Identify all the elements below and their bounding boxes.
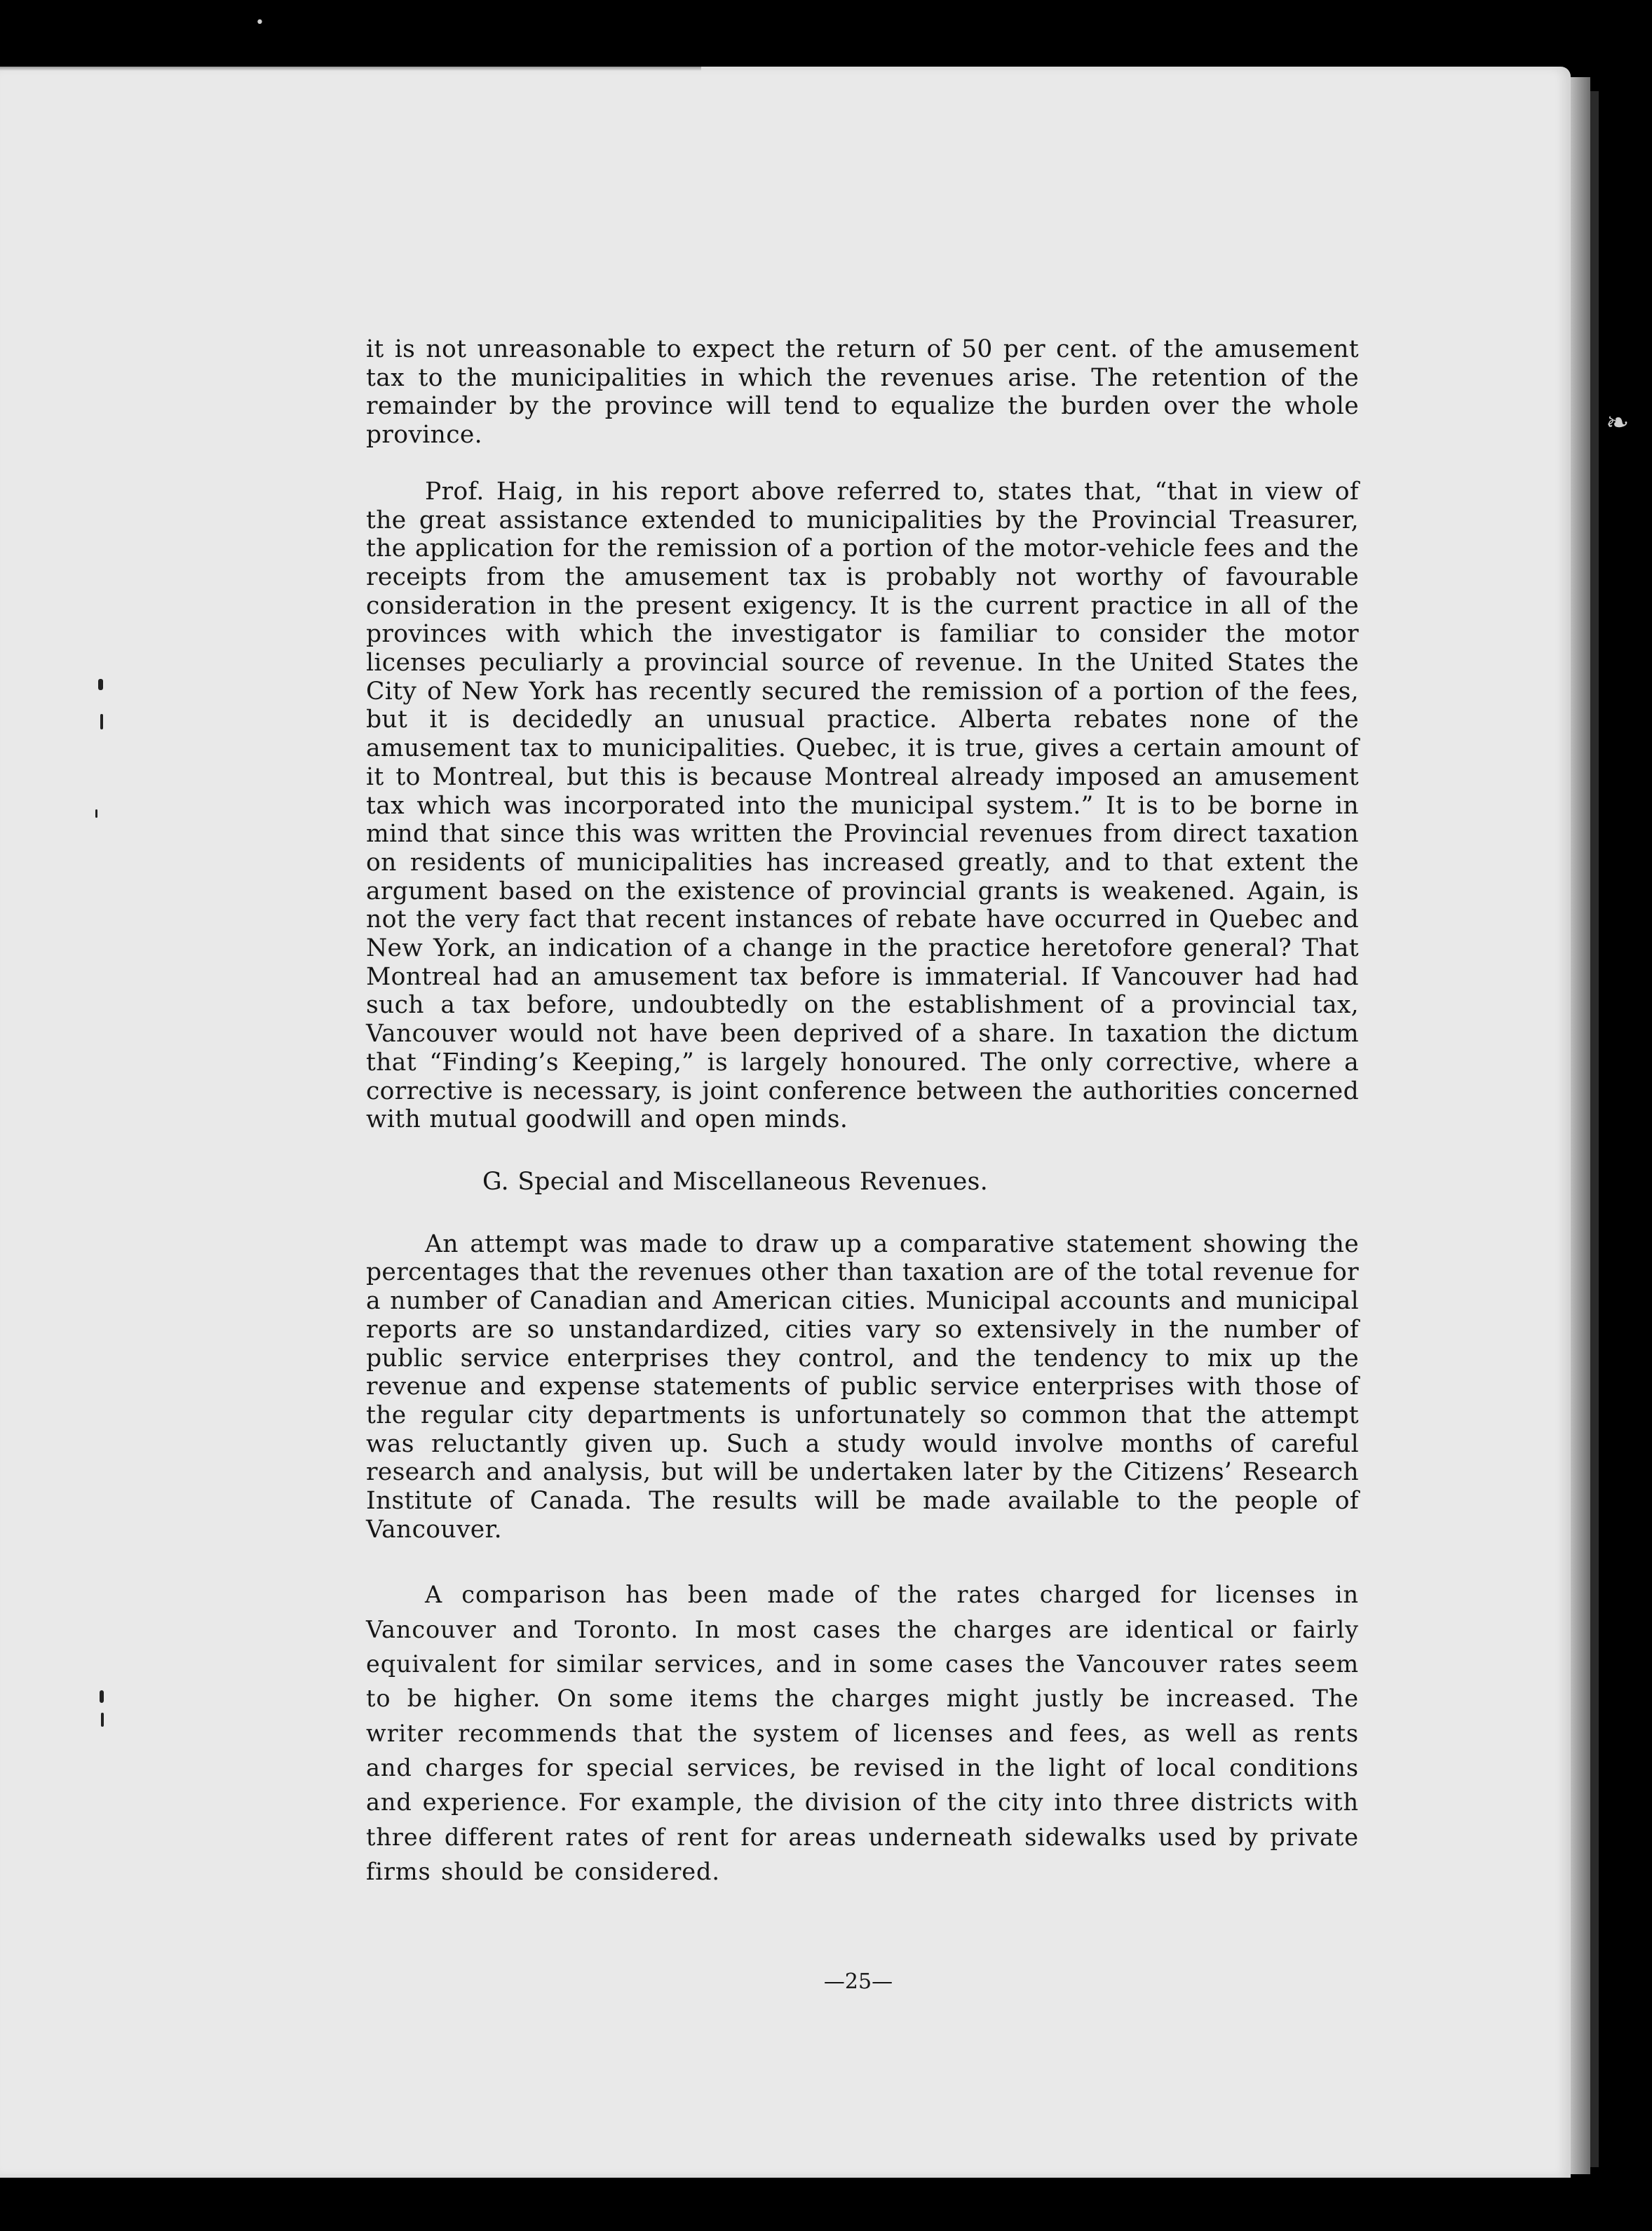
scan-mark: ❧ bbox=[1606, 407, 1630, 439]
page-top-edge bbox=[0, 67, 701, 71]
section-heading: G. Special and Miscellaneous Revenues. bbox=[482, 1167, 989, 1196]
paragraph-3: An attempt was made to draw up a comparative statement showing the percentages that the revenues other than taxation are of the total revenue for a number of Canadian and American cities. Municipal accounts and municipal reports are so unstandardized, cities vary so extensively in the number of public service enterprises they control, and the tendency to mix up the revenue and expense statements of public service enterprises with those of the regular city departments is unfortunately so common that the attempt was reluctantly given up. Such a study would involve months of careful research and analysis, but will be undertaken later by the Citizens’ Research Institute of Canada. The results will be made available to the people of Vancouver. bbox=[366, 1229, 1359, 1544]
scan-mark: • bbox=[255, 14, 264, 32]
scan-speck bbox=[95, 809, 97, 818]
scan-speck bbox=[98, 679, 103, 690]
paragraph-2: Prof. Haig, in his report above referred to, states that, “that in view of the great assistance extended to municipalities by the Provincial Treasurer, the application for the remission of a portion of the motor-vehicle fees and the receipts from the amusement tax is probably not worthy of favourable consideration in the present exigency. It is the current practice in all of the provinces with which the investigator is familiar to consider the motor licenses peculiarly a provincial source of revenue. In the United States the City of New York has recently secured the remission of a portion of the fees, but it is decidedly an unusual practice. Alberta rebates none of the amusement tax to municipalities. Quebec, it is true, gives a certain amount of it to Montreal, but this is because Montreal already imposed an amusement tax which was incorporated into the municipal system.” It is to be borne in mind that since this was written the Provincial revenues from direct taxation on residents of municipalities has increased greatly, and to that extent the argument based on the existence of provincial grants is weakened. Again, is not the very fact that recent instances of rebate have occurred in Quebec and New York, an indication of a change in the practice heretofore general? That Montreal had an amusement tax before is immaterial. If Vancouver had had such a tax before, undoubtedly on the establishment of a provincial tax, Vancouver would not have been deprived of a share. In taxation the dictum that “Finding’s Keeping,” is largely honoured. The only corrective, where a corrective is necessary, is joint conference between the authorities concerned with mutual goodwill and open minds. bbox=[366, 477, 1359, 1134]
scan-speck bbox=[100, 1690, 104, 1703]
paragraph-4: A comparison has been made of the rates charged for licenses in Vancouver and Toronto. In most cases the charges are identical or fairly equivalent for similar services, and in some cases the Vancouver rates seem to be higher. On some items the charges might justly be increased. The writer recommends that the system of licenses and fees, as well as rents and charges for special services, be revised in the light of local conditions and experience. For example, the division of the city into three districts with three different rates of rent for areas underneath sidewalks used by private firms should be considered. bbox=[366, 1581, 1359, 1885]
paragraph-1: it is not unreasonable to expect the return of 50 per cent. of the amusement tax to the municipalities in which the revenues arise. The retention of the remainder by the province will tend to equalize the burden over the whole province. bbox=[366, 335, 1359, 450]
page-binding-edge bbox=[1590, 91, 1599, 2167]
body-text bbox=[366, 335, 1359, 1889]
page-edge-shadow bbox=[1571, 77, 1590, 2174]
scan-speck bbox=[100, 714, 103, 729]
page-number: —25— bbox=[823, 1969, 893, 1994]
scan-speck bbox=[101, 1713, 104, 1727]
